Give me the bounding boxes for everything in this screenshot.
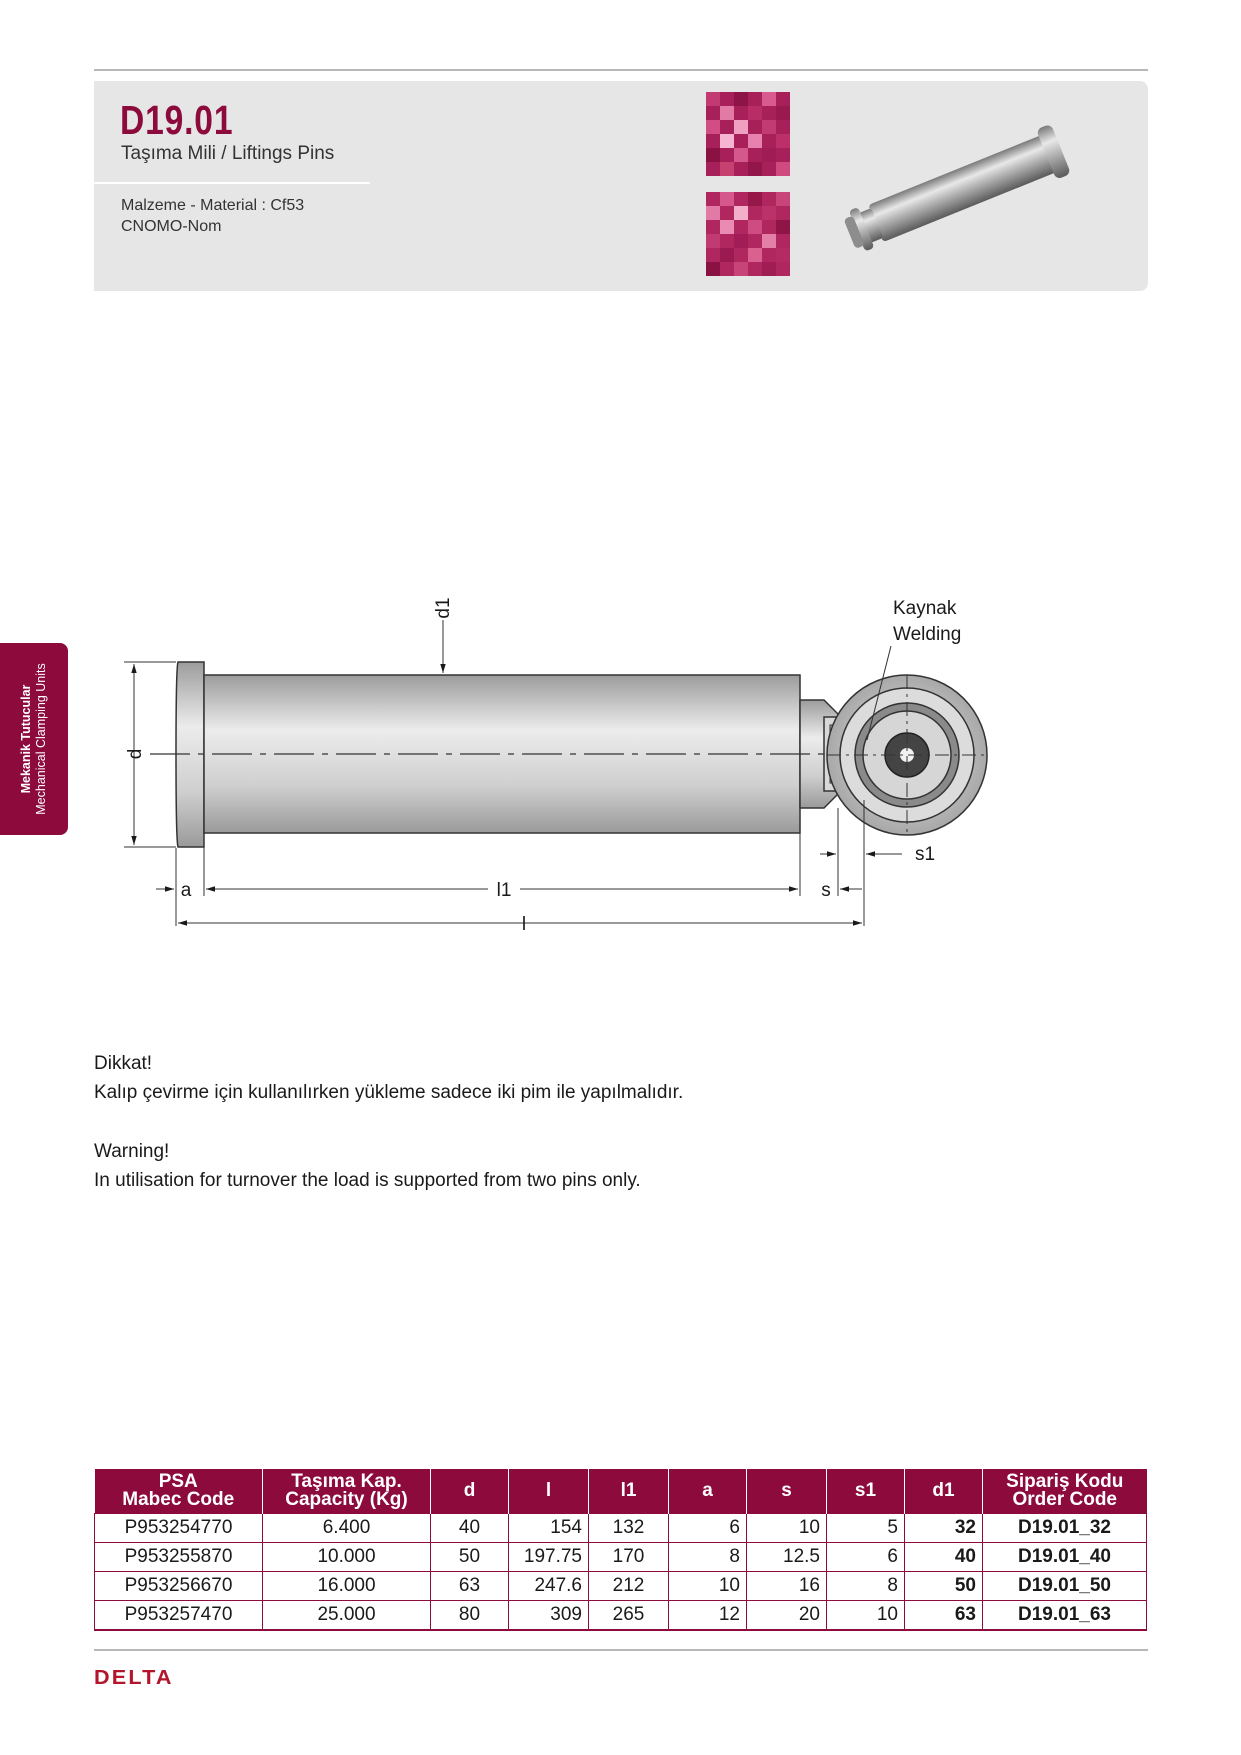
- brand-logo: DELTA: [94, 1667, 174, 1689]
- cell-d1: 32: [905, 1514, 983, 1543]
- side-tab: [0, 643, 68, 835]
- cell-s: 20: [747, 1601, 827, 1631]
- cell-a: 10: [669, 1572, 747, 1601]
- cell-order-code: D19.01_40: [983, 1543, 1147, 1572]
- product-code: D19.01: [120, 97, 234, 143]
- cell-d1: 63: [905, 1601, 983, 1631]
- header-panel: [94, 81, 1148, 291]
- cell-psa: P953257470: [95, 1601, 263, 1631]
- top-rule: [94, 69, 1148, 71]
- side-tab-subtitle: Mechanical Clamping Units: [34, 663, 48, 815]
- cell-capacity: 16.000: [263, 1572, 431, 1601]
- dim-label-a: a: [180, 880, 192, 901]
- col-header-l1: l1: [589, 1469, 669, 1514]
- col-header-d1: d1: [905, 1469, 983, 1514]
- warning-text-tr: Kalıp çevirme için kullanılırken yükleme sadece iki pim ile yapılmalıdır.: [94, 1082, 684, 1103]
- dim-label-s: s: [821, 880, 831, 901]
- pin-end-view: [827, 675, 987, 835]
- material-info: [121, 195, 304, 237]
- table-row: [95, 1514, 1147, 1543]
- col-header-a: a: [669, 1469, 747, 1514]
- cell-a: 6: [669, 1514, 747, 1543]
- col-header-s1: s1: [827, 1469, 905, 1514]
- cell-l: 197.75: [509, 1543, 589, 1572]
- warning-title-en: Warning!: [94, 1141, 170, 1162]
- col-header-psa: PSA Mabec Code: [95, 1469, 263, 1514]
- col-header-d: d: [431, 1469, 509, 1514]
- cell-psa: P953256670: [95, 1572, 263, 1601]
- technical-drawing: [120, 590, 1120, 950]
- cell-d: 80: [431, 1601, 509, 1631]
- product-photo: [826, 101, 1106, 271]
- cell-a: 8: [669, 1543, 747, 1572]
- col-header-order-code: Sipariş Kodu Order Code: [983, 1469, 1147, 1514]
- cell-s1: 6: [827, 1543, 905, 1572]
- cell-s: 16: [747, 1572, 827, 1601]
- cell-s1: 5: [827, 1514, 905, 1543]
- table-header-row: [95, 1469, 1147, 1514]
- cell-order-code: D19.01_50: [983, 1572, 1147, 1601]
- cell-psa: P953254770: [95, 1514, 263, 1543]
- cell-s: 12.5: [747, 1543, 827, 1572]
- cell-d1: 50: [905, 1572, 983, 1601]
- cell-l1: 170: [589, 1543, 669, 1572]
- col-header-s: s: [747, 1469, 827, 1514]
- dim-label-l: l: [521, 914, 527, 935]
- cell-l1: 265: [589, 1601, 669, 1631]
- cell-capacity: 6.400: [263, 1514, 431, 1543]
- cell-psa: P953255870: [95, 1543, 263, 1572]
- cell-s1: 8: [827, 1572, 905, 1601]
- table-row: [95, 1543, 1147, 1572]
- cell-capacity: 10.000: [263, 1543, 431, 1572]
- side-tab-title: Mekanik Tutucular: [19, 684, 33, 794]
- col-header-capacity: Taşıma Kap. Capacity (Kg): [263, 1469, 431, 1514]
- bottom-rule: [94, 1649, 1148, 1651]
- pixelated-thumbnail-1: [706, 92, 790, 176]
- cell-l: 247.6: [509, 1572, 589, 1601]
- header-divider: [94, 182, 370, 184]
- cell-capacity: 25.000: [263, 1601, 431, 1631]
- pixelated-thumbnail-2: [706, 192, 790, 276]
- warning-notes: [94, 1049, 683, 1195]
- col-header-l: l: [509, 1469, 589, 1514]
- table-row: [95, 1572, 1147, 1601]
- dim-label-l1: l1: [496, 880, 512, 901]
- cell-d: 40: [431, 1514, 509, 1543]
- cell-l1: 212: [589, 1572, 669, 1601]
- cell-l: 309: [509, 1601, 589, 1631]
- table-row: [95, 1601, 1147, 1631]
- product-name: Taşıma Mili / Liftings Pins: [121, 143, 335, 164]
- warning-title-tr: Dikkat!: [94, 1053, 153, 1074]
- dim-label-d1: d1: [433, 597, 454, 619]
- cell-s1: 10: [827, 1601, 905, 1631]
- dim-label-s1: s1: [915, 844, 936, 865]
- welding-label-tr: Kaynak: [893, 598, 957, 619]
- warning-text-en: In utilisation for turnover the load is supported from two pins only.: [94, 1170, 641, 1191]
- cell-order-code: D19.01_63: [983, 1601, 1147, 1631]
- welding-label-en: Welding: [893, 624, 962, 645]
- cell-d: 63: [431, 1572, 509, 1601]
- dim-label-d: d: [125, 748, 146, 760]
- cell-a: 12: [669, 1601, 747, 1631]
- cell-l1: 132: [589, 1514, 669, 1543]
- cell-d: 50: [431, 1543, 509, 1572]
- cell-l: 154: [509, 1514, 589, 1543]
- standard-text: CNOMO-Nom: [121, 218, 222, 235]
- cell-d1: 40: [905, 1543, 983, 1572]
- cell-s: 10: [747, 1514, 827, 1543]
- specification-table: [94, 1469, 1147, 1631]
- cell-order-code: D19.01_32: [983, 1514, 1147, 1543]
- material-text: Malzeme - Material : Cf53: [121, 197, 305, 214]
